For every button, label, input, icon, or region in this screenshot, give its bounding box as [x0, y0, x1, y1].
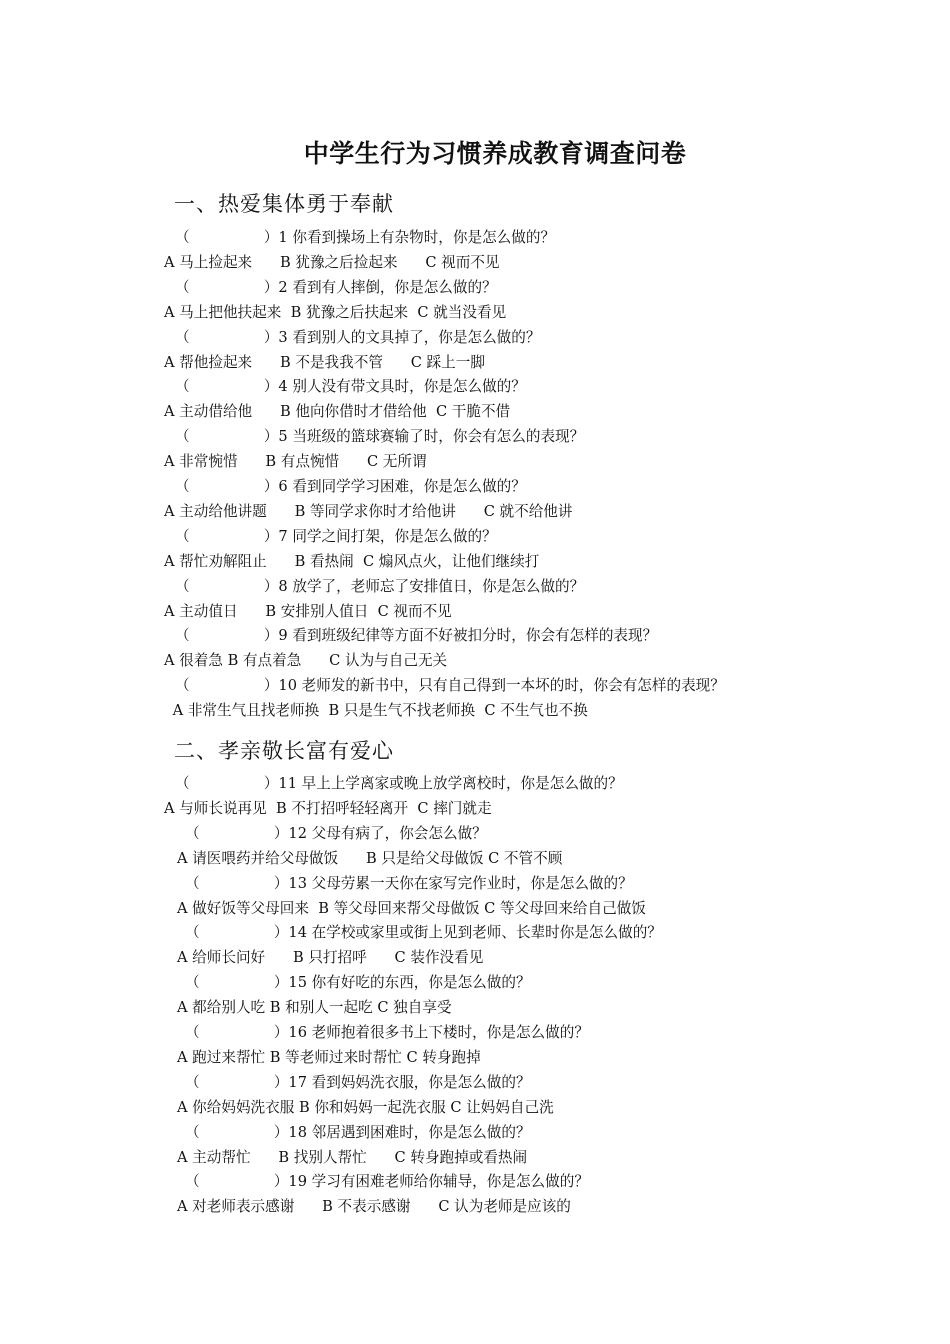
answer-blank[interactable]: （ ）	[185, 1173, 289, 1191]
answer-blank[interactable]: （ ）	[175, 328, 279, 346]
answer-blank[interactable]: （ ）	[175, 229, 279, 246]
answer-options: A 做好饭等父母回来 B 等父母回来帮父母做饭 C 等父母回来给自己做饭	[177, 899, 646, 917]
question-text: 14 在学校或家里或街上见到老师、长辈时你是怎么做的？	[288, 924, 662, 942]
answer-blank[interactable]: （ ）	[175, 627, 279, 645]
question-text: 3 看到别人的文具掉了，你是怎么做的？	[278, 328, 541, 346]
question-line	[185, 1123, 531, 1143]
question-line	[175, 577, 584, 597]
question-text: 5 当班级的篮球赛输了时，你会有怎么的表现？	[278, 428, 585, 446]
answer-options: A 你给妈妈洗衣服 B 你和妈妈一起洗衣服 C 让妈妈自己洗	[177, 1098, 554, 1116]
question-line	[175, 377, 526, 397]
question-line	[175, 228, 555, 248]
answer-blank[interactable]: （ ）	[185, 1123, 289, 1141]
question-line	[185, 1172, 589, 1192]
question-text: 2 看到有人摔倒，你是怎么做的？	[278, 278, 497, 296]
question-line	[185, 1073, 531, 1093]
answer-options: A 请医喂药并给父母做饭 B 只是给父母做饭 C 不管不顾	[177, 849, 563, 867]
question-text: 6 看到同学学习困难，你是怎么做的？	[278, 478, 526, 495]
answer-blank[interactable]: （ ）	[185, 974, 289, 992]
answer-options: A 给师长问好 B 只打招呼 C 装作没看见	[177, 949, 484, 967]
question-text: 17 看到妈妈洗衣服，你是怎么做的？	[288, 1073, 531, 1091]
question-text: 15 你有好吃的东西，你是怎么做的？	[288, 974, 531, 992]
answer-options: A 非常生气且找老师换 B 只是生气不找老师换 C 不生气也不换	[168, 702, 588, 720]
answer-blank[interactable]: （ ）	[185, 1024, 289, 1041]
question-text: 19 学习有困难老师给你辅导，你是怎么做的？	[288, 1173, 589, 1191]
answer-options: A 帮他捡起来 B 不是我我不管 C 踩上一脚	[164, 353, 485, 371]
question-line	[175, 676, 725, 696]
answer-blank[interactable]: （ ）	[175, 677, 279, 695]
section-heading: 二、孝亲敬长富有爱心	[174, 739, 394, 763]
question-text: 8 放学了，老师忘了安排值日，你是怎么做的？	[278, 577, 585, 595]
answer-blank[interactable]: （ ）	[175, 527, 279, 545]
answer-blank[interactable]: （ ）	[185, 924, 289, 942]
answer-blank[interactable]: （ ）	[175, 775, 279, 792]
question-line	[185, 1023, 589, 1043]
question-text: 11 早上上学离家或晚上放学离校时，你是怎么做的？	[278, 775, 623, 792]
question-text: 4 别人没有带文具时，你是怎么做的？	[278, 378, 526, 396]
section-heading: 一、热爱集体勇于奉献	[174, 192, 394, 216]
question-line	[175, 527, 497, 547]
question-text: 10 老师发的新书中，只有自己得到一本坏的时，你会有怎样的表现？	[278, 677, 725, 695]
answer-options: A 与师长说再见 B 不打招呼轻轻离开 C 摔门就走	[164, 799, 492, 817]
question-line	[175, 328, 540, 348]
answer-options: A 都给别人吃 B 和别人一起吃 C 独自享受	[177, 999, 452, 1017]
document-title: 中学生行为习惯养成教育调查问卷	[303, 139, 687, 168]
answer-options: A 主动帮忙 B 找别人帮忙 C 转身跑掉或看热闹	[177, 1148, 528, 1166]
question-text: 9 看到班级纪律等方面不好被扣分时，你会有怎样的表现？	[278, 627, 658, 645]
question-text: 1 你看到操场上有杂物时，你是怎么做的？	[278, 229, 556, 246]
answer-options: A 主动值日 B 安排别人值日 C 视而不见	[164, 602, 452, 620]
answer-options: A 马上捡起来 B 犹豫之后捡起来 C 视而不见	[164, 253, 500, 271]
answer-options: A 对老师表示感谢 B 不表示感谢 C 认为老师是应该的	[177, 1198, 571, 1216]
question-line	[175, 626, 657, 646]
question-line	[175, 477, 526, 497]
question-line	[175, 278, 497, 298]
question-text: 12 父母有病了，你会怎么做？	[288, 824, 487, 842]
question-line	[185, 824, 487, 844]
question-line	[185, 973, 531, 993]
answer-blank[interactable]: （ ）	[185, 1073, 289, 1091]
answer-blank[interactable]: （ ）	[175, 378, 279, 396]
answer-options: A 非常惋惜 B 有点惋惜 C 无所谓	[164, 453, 427, 471]
question-text: 7 同学之间打架，你是怎么做的？	[278, 527, 497, 545]
answer-options: A 主动给他讲题 B 等同学求你时才给他讲 C 就不给他讲	[164, 502, 573, 520]
question-line	[175, 774, 623, 794]
question-text: 18 邻居遇到困难时，你是怎么做的？	[288, 1123, 531, 1141]
answer-blank[interactable]: （ ）	[175, 428, 279, 446]
answer-blank[interactable]: （ ）	[175, 478, 279, 495]
question-text: 13 父母劳累一天你在家写完作业时，你是怎么做的？	[288, 874, 633, 892]
question-line	[175, 427, 584, 447]
answer-options: A 帮忙劝解阻止 B 看热闹 C 煽风点火，让他们继续打	[164, 552, 540, 570]
answer-blank[interactable]: （ ）	[175, 577, 279, 595]
answer-options: A 很着急 B 有点着急 C 认为与自己无关	[164, 652, 448, 670]
answer-blank[interactable]: （ ）	[185, 874, 289, 892]
question-line	[185, 923, 662, 943]
question-line	[185, 874, 633, 894]
answer-options: A 主动借给他 B 他向你借时才借给他 C 干脆不借	[164, 403, 511, 421]
answer-options: A 马上把他扶起来 B 犹豫之后扶起来 C 就当没看见	[164, 303, 507, 321]
answer-blank[interactable]: （ ）	[175, 278, 279, 296]
answer-options: A 跑过来帮忙 B 等老师过来时帮忙 C 转身跑掉	[177, 1048, 481, 1066]
question-text: 16 老师抱着很多书上下楼时，你是怎么做的？	[288, 1024, 589, 1041]
answer-blank[interactable]: （ ）	[185, 824, 289, 842]
